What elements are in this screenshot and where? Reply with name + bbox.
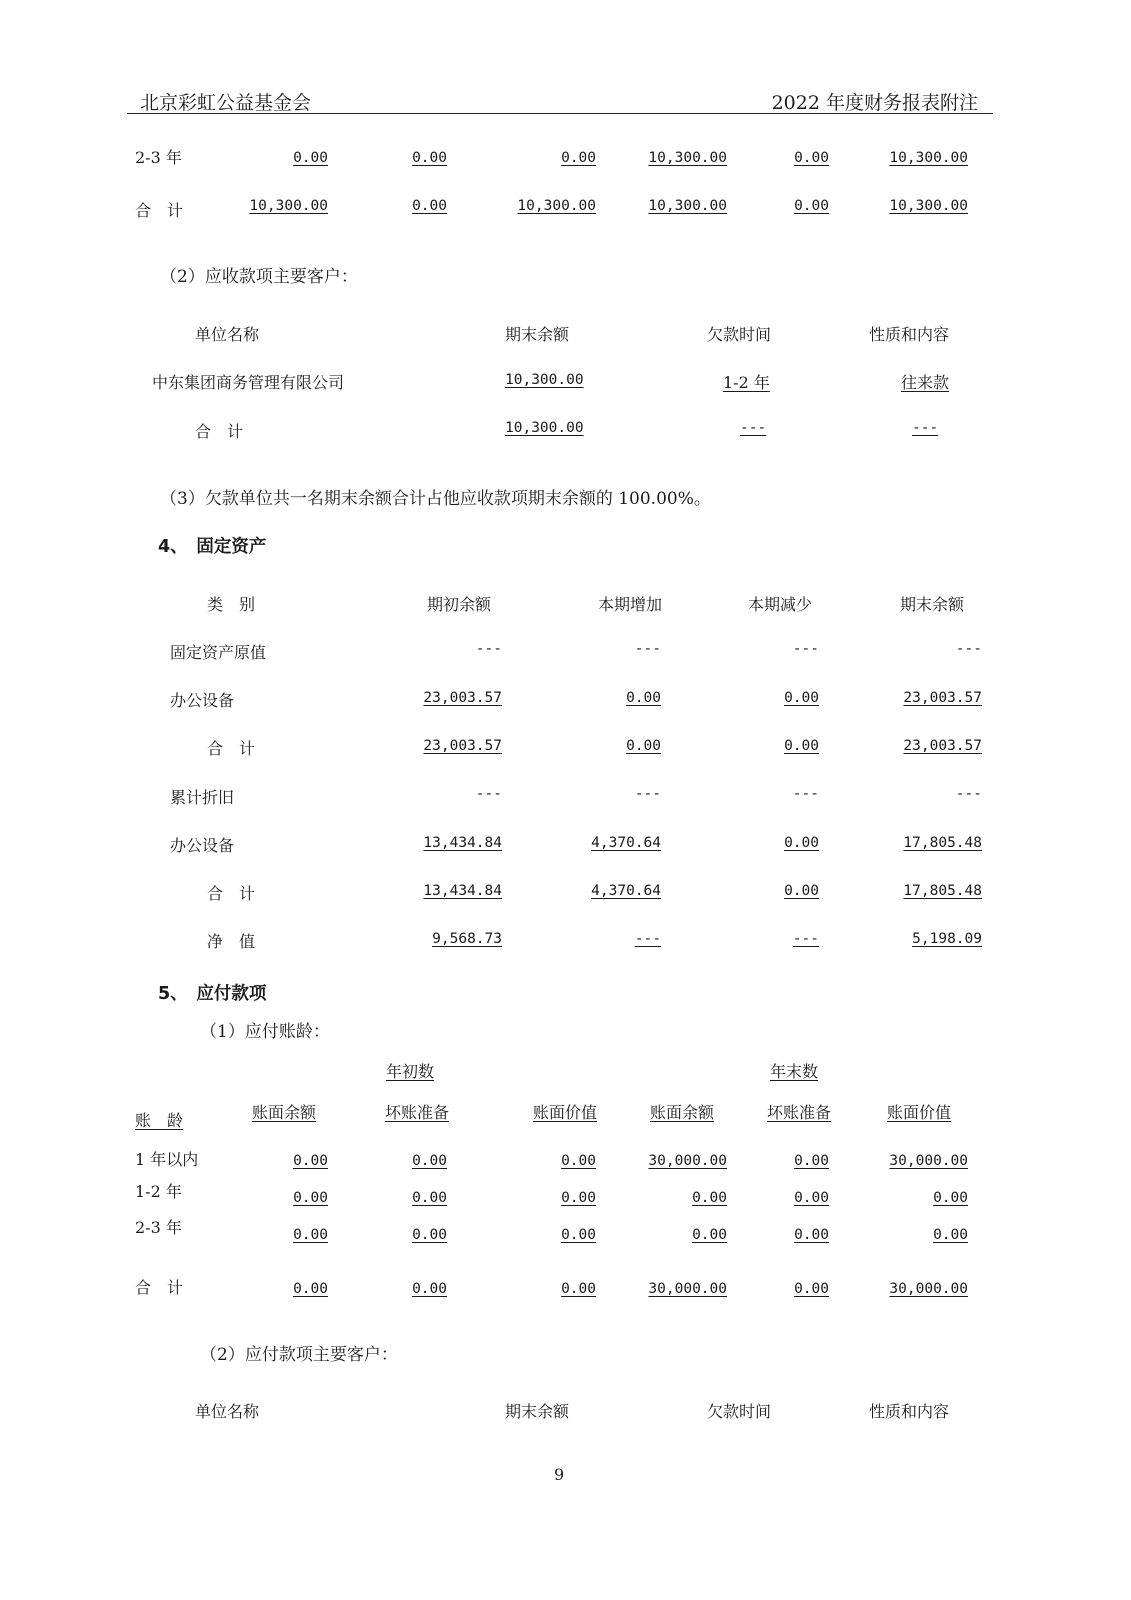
col-header: 性质和内容 bbox=[869, 1402, 950, 1421]
recv-aging-cell: 10,300.00 bbox=[648, 150, 727, 166]
pay-cell: 0.00 bbox=[293, 1190, 328, 1206]
pay-row-label: 2-3 年 bbox=[135, 1218, 182, 1237]
fa-row-label: 合 计 bbox=[207, 739, 256, 758]
pay-cell: 0.00 bbox=[794, 1153, 829, 1169]
fa-row-label: 办公设备 bbox=[170, 691, 235, 710]
pay-cell: 0.00 bbox=[293, 1281, 328, 1297]
pay-cell: 0.00 bbox=[794, 1227, 829, 1243]
pay-cell: 0.00 bbox=[412, 1281, 447, 1297]
fa-cell: --- bbox=[475, 641, 502, 657]
fa-cell: --- bbox=[634, 786, 661, 802]
col-header: 期末余额 bbox=[505, 1402, 570, 1421]
pay-cell: 30,000.00 bbox=[889, 1281, 968, 1297]
fa-cell: 4,370.64 bbox=[591, 835, 661, 851]
pay-row-label: 合 计 bbox=[135, 1278, 184, 1297]
customer-total-balance: 10,300.00 bbox=[505, 420, 584, 436]
recv-aging-cell: 0.00 bbox=[561, 150, 596, 166]
col-header: 类 别 bbox=[207, 595, 256, 614]
header-doc-title: 2022 年度财务报表附注 bbox=[771, 92, 978, 114]
fa-cell: 23,003.57 bbox=[903, 690, 982, 706]
fa-cell: --- bbox=[955, 786, 982, 802]
col-header: 单位名称 bbox=[195, 1402, 260, 1421]
recv-aging-cell: 10,300.00 bbox=[648, 198, 727, 214]
col-header: 单位名称 bbox=[195, 325, 260, 344]
pay-cell: 0.00 bbox=[933, 1227, 968, 1243]
fixed-assets-heading: 4、 固定资产 bbox=[158, 537, 267, 557]
pay-cell: 0.00 bbox=[692, 1227, 727, 1243]
pay-cell: 30,000.00 bbox=[648, 1281, 727, 1297]
customer-total-label: 合 计 bbox=[195, 422, 244, 441]
col-header: 账面价值 bbox=[887, 1103, 952, 1122]
fa-cell: 23,003.57 bbox=[423, 738, 502, 754]
col-header: 欠款时间 bbox=[707, 1402, 772, 1421]
pay-cell: 0.00 bbox=[293, 1227, 328, 1243]
fa-cell: 23,003.57 bbox=[423, 690, 502, 706]
pay-cell: 0.00 bbox=[412, 1190, 447, 1206]
group-header-end: 年末数 bbox=[770, 1062, 819, 1081]
col-header: 坏账准备 bbox=[385, 1103, 450, 1122]
recv-note: （3）欠款单位共一名期末余额合计占他应收款项期末余额的 100.00%。 bbox=[160, 489, 711, 509]
pay-row-label: 1-2 年 bbox=[135, 1182, 182, 1201]
fa-cell: 13,434.84 bbox=[423, 835, 502, 851]
fa-cell: --- bbox=[634, 641, 661, 657]
pay-cell: 0.00 bbox=[933, 1190, 968, 1206]
pay-cell: 0.00 bbox=[794, 1190, 829, 1206]
header-org: 北京彩虹公益基金会 bbox=[140, 92, 312, 114]
page-number: 9 bbox=[554, 1465, 565, 1484]
pay-cell: 0.00 bbox=[293, 1153, 328, 1169]
customer-name: 中东集团商务管理有限公司 bbox=[152, 373, 345, 392]
pay-cell: 0.00 bbox=[412, 1153, 447, 1169]
col-header: 期末余额 bbox=[900, 595, 965, 614]
aging-label: 账 龄 bbox=[135, 1111, 184, 1130]
fa-cell: 0.00 bbox=[784, 690, 819, 706]
recv-aging-cell: 10,300.00 bbox=[889, 198, 968, 214]
payables-aging-heading: （1）应付账龄： bbox=[200, 1022, 330, 1042]
customer-nature: 往来款 bbox=[901, 373, 950, 392]
pay-cell: 30,000.00 bbox=[648, 1153, 727, 1169]
pay-cell: 30,000.00 bbox=[889, 1153, 968, 1169]
col-header: 本期减少 bbox=[748, 595, 813, 614]
fa-cell: 17,805.48 bbox=[903, 835, 982, 851]
pay-cell: 0.00 bbox=[561, 1190, 596, 1206]
recv-customers-heading: （2）应收款项主要客户： bbox=[160, 267, 358, 287]
recv-aging-cell: 0.00 bbox=[412, 150, 447, 166]
fa-cell: --- bbox=[475, 786, 502, 802]
pay-cell: 0.00 bbox=[692, 1190, 727, 1206]
customer-total-nature: --- bbox=[912, 420, 939, 436]
fa-cell: 0.00 bbox=[626, 690, 661, 706]
pay-cell: 0.00 bbox=[794, 1281, 829, 1297]
fa-cell: 0.00 bbox=[784, 738, 819, 754]
recv-aging-cell: 0.00 bbox=[293, 150, 328, 166]
fa-cell: --- bbox=[955, 641, 982, 657]
fa-cell: 0.00 bbox=[784, 835, 819, 851]
fa-cell: --- bbox=[634, 931, 661, 947]
recv-aging-row-label: 合 计 bbox=[135, 201, 184, 220]
customer-total-time: --- bbox=[740, 420, 767, 436]
fa-cell: 4,370.64 bbox=[591, 883, 661, 899]
fa-cell: --- bbox=[792, 641, 819, 657]
col-header: 账面余额 bbox=[650, 1103, 715, 1122]
fa-row-label: 净 值 bbox=[207, 932, 256, 951]
col-header: 期初余额 bbox=[427, 595, 492, 614]
recv-aging-row-label: 2-3 年 bbox=[135, 148, 182, 167]
fa-cell: 13,434.84 bbox=[423, 883, 502, 899]
fa-cell: 0.00 bbox=[626, 738, 661, 754]
col-header: 性质和内容 bbox=[869, 325, 950, 344]
recv-aging-cell: 10,300.00 bbox=[249, 198, 328, 214]
fa-cell: 9,568.73 bbox=[432, 931, 502, 947]
fa-cell: 17,805.48 bbox=[903, 883, 982, 899]
group-header-begin: 年初数 bbox=[386, 1062, 435, 1081]
col-header: 账面余额 bbox=[252, 1103, 317, 1122]
fa-cell: --- bbox=[792, 931, 819, 947]
col-header: 期末余额 bbox=[505, 325, 570, 344]
fa-row-label: 固定资产原值 bbox=[170, 643, 267, 662]
recv-aging-cell: 10,300.00 bbox=[517, 198, 596, 214]
recv-aging-cell: 0.00 bbox=[412, 198, 447, 214]
fa-cell: 23,003.57 bbox=[903, 738, 982, 754]
fa-cell: 0.00 bbox=[784, 883, 819, 899]
col-header: 坏账准备 bbox=[767, 1103, 832, 1122]
recv-aging-cell: 0.00 bbox=[794, 198, 829, 214]
col-header: 本期增加 bbox=[598, 595, 663, 614]
customer-balance: 10,300.00 bbox=[505, 372, 584, 388]
recv-aging-cell: 10,300.00 bbox=[889, 150, 968, 166]
fa-cell: 5,198.09 bbox=[912, 931, 982, 947]
header-rule bbox=[127, 113, 993, 114]
col-header: 欠款时间 bbox=[707, 325, 772, 344]
payables-heading: 5、 应付款项 bbox=[158, 984, 267, 1004]
fa-row-label: 合 计 bbox=[207, 884, 256, 903]
pay-cell: 0.00 bbox=[561, 1153, 596, 1169]
pay-cell: 0.00 bbox=[561, 1281, 596, 1297]
fa-cell: --- bbox=[792, 786, 819, 802]
pay-cell: 0.00 bbox=[561, 1227, 596, 1243]
pay-row-label: 1 年以内 bbox=[135, 1150, 199, 1169]
customer-time: 1-2 年 bbox=[723, 373, 770, 392]
col-header: 账面价值 bbox=[533, 1103, 598, 1122]
fa-row-label: 办公设备 bbox=[170, 836, 235, 855]
fa-row-label: 累计折旧 bbox=[170, 788, 235, 807]
recv-aging-cell: 0.00 bbox=[794, 150, 829, 166]
payables-customers-heading: （2）应付款项主要客户： bbox=[200, 1345, 398, 1365]
pay-cell: 0.00 bbox=[412, 1227, 447, 1243]
